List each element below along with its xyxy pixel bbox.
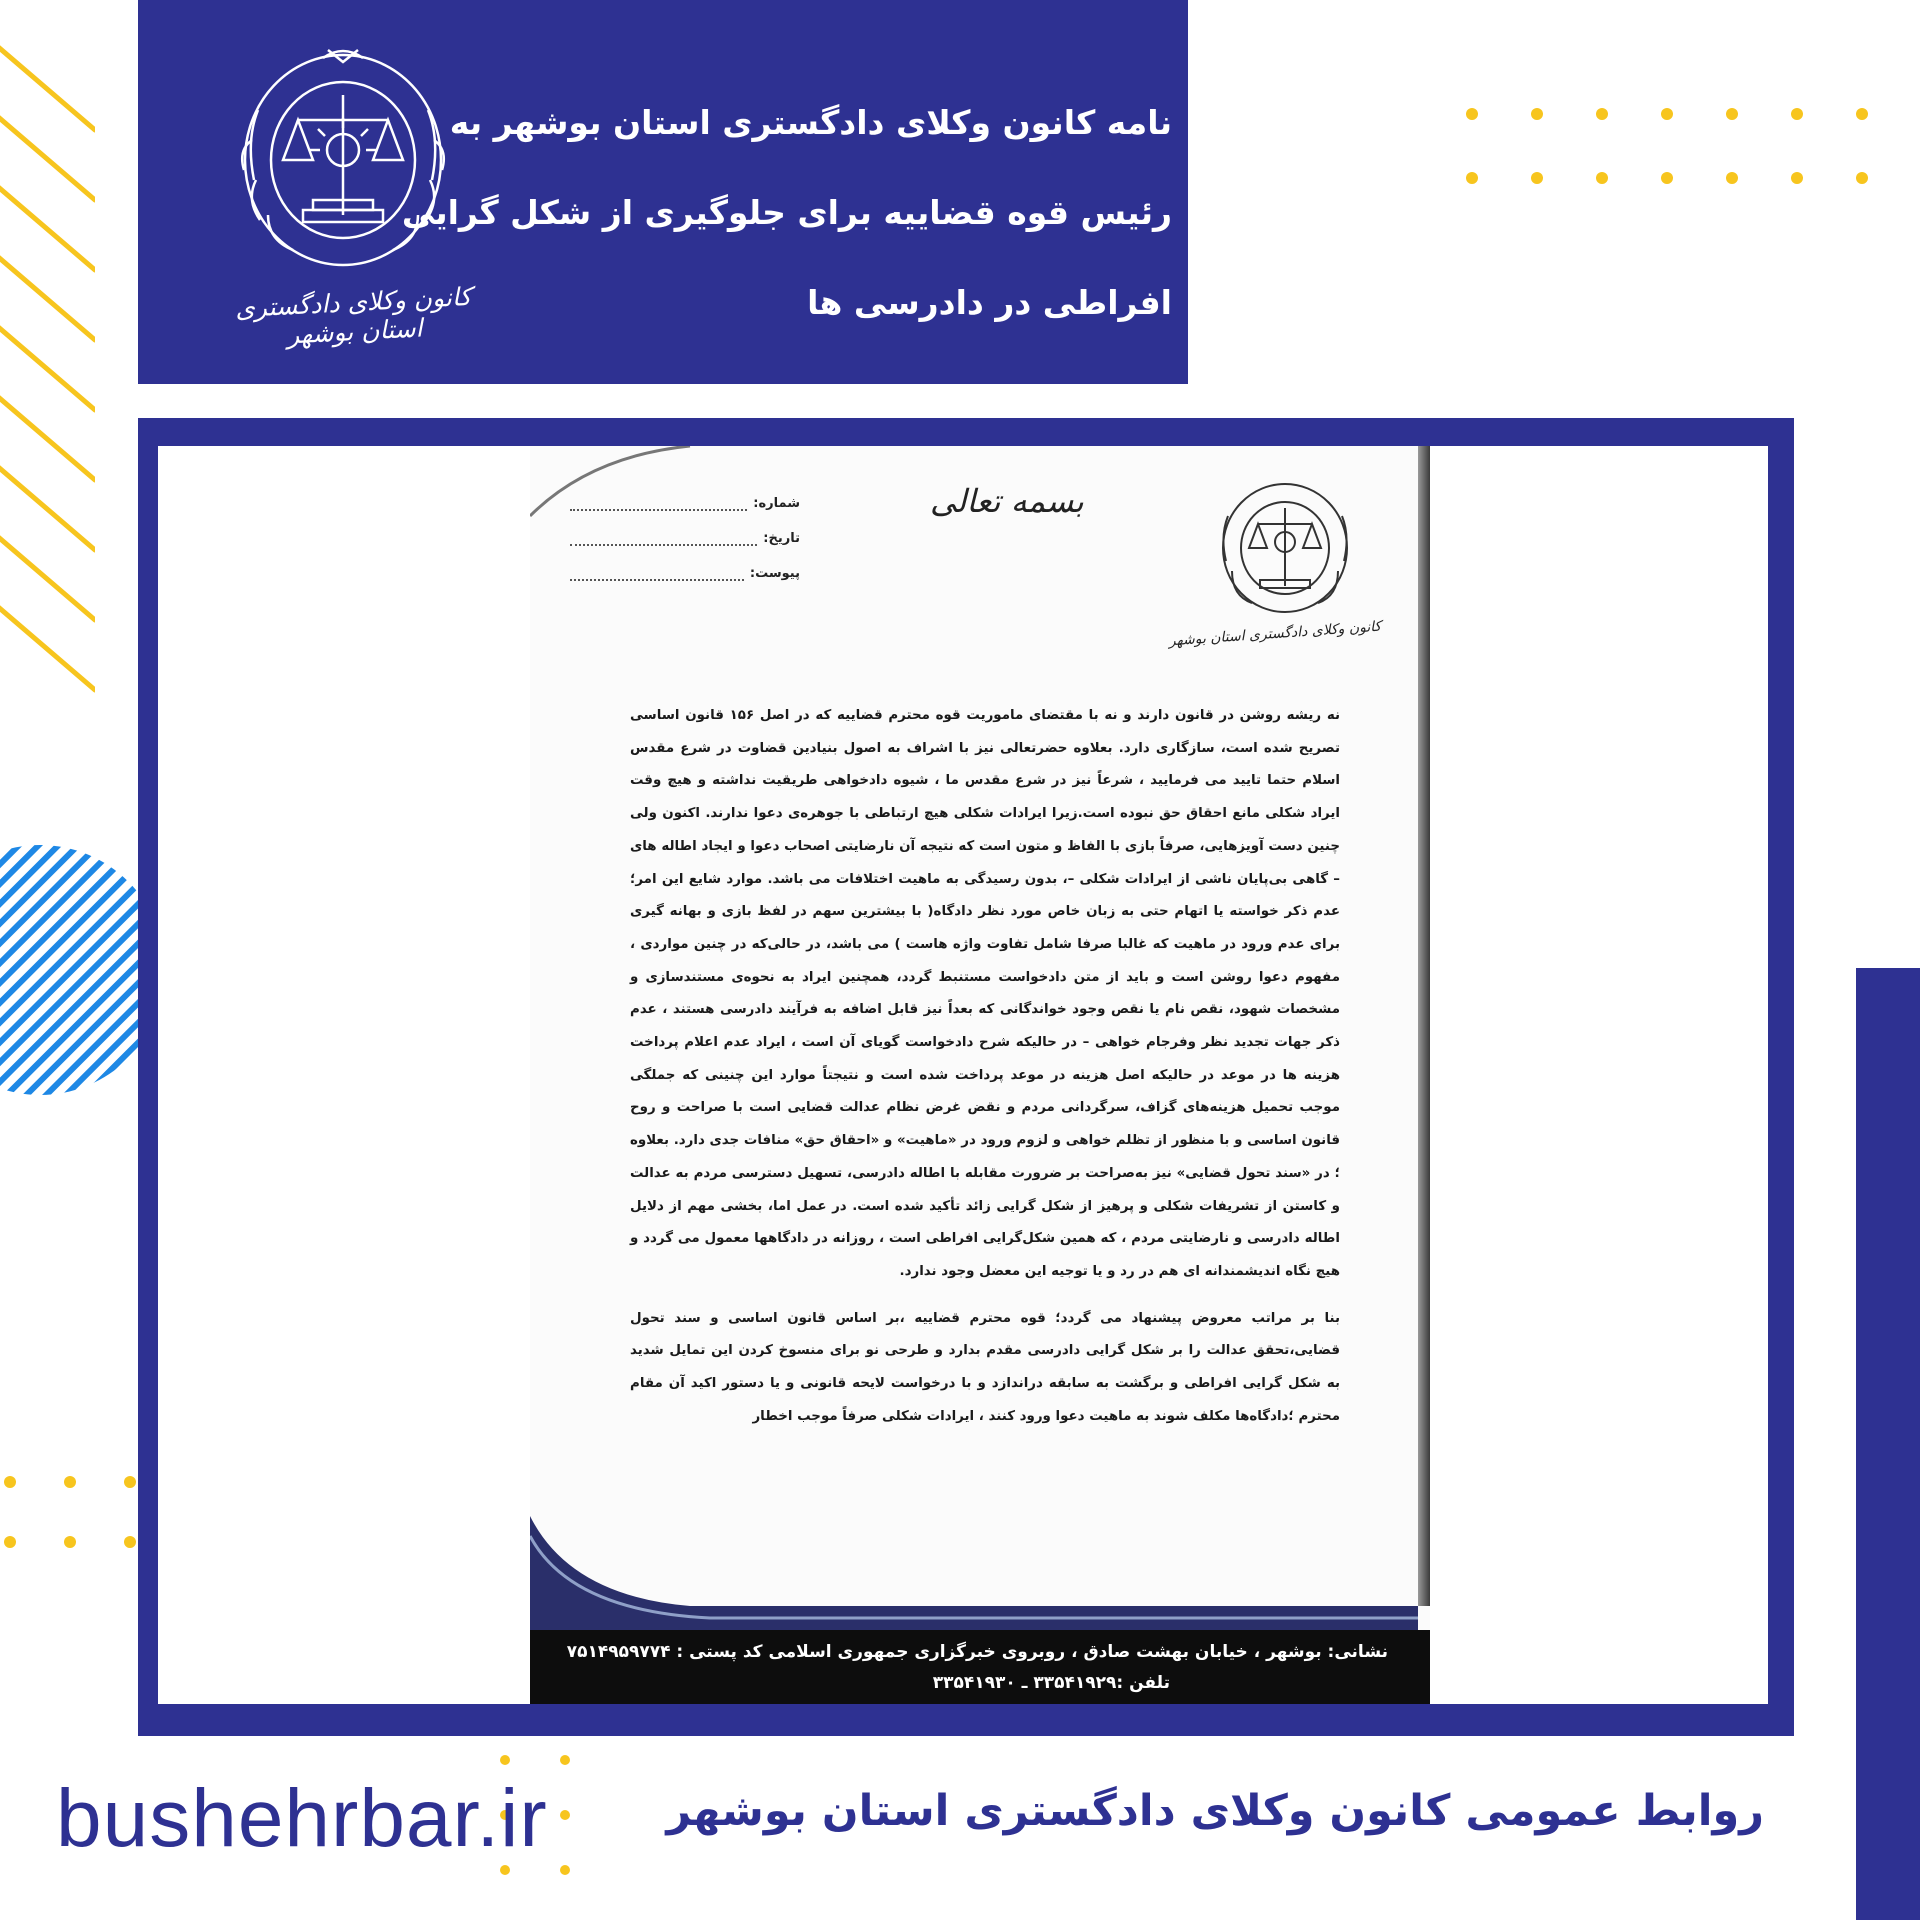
date-field-line bbox=[570, 536, 757, 546]
header-banner bbox=[138, 0, 1188, 384]
footer-phone: تلفن :۳۳۵۴۱۹۲۹ ـ ۳۳۵۴۱۹۳۰ bbox=[932, 1673, 1170, 1693]
attachment-field-line bbox=[570, 571, 744, 581]
public-relations-caption: روابط عمومی کانون وکلای دادگستری استان بوشهر bbox=[666, 1786, 1764, 1836]
headline bbox=[401, 78, 1172, 348]
meta-number-row bbox=[570, 476, 800, 511]
letter-edge-shadow bbox=[1418, 446, 1430, 1606]
letter-frame bbox=[138, 418, 1794, 1736]
headline-line: رئیس قوه قضاییه برای جلوگیری از شکل گرایی bbox=[401, 193, 1172, 232]
number-field-line bbox=[570, 501, 747, 511]
scanned-letter bbox=[530, 446, 1430, 1704]
attachment-label: پیوست: bbox=[749, 566, 800, 581]
number-label: شماره: bbox=[753, 496, 800, 511]
letter-background bbox=[158, 446, 1768, 1704]
letter-body bbox=[630, 700, 1340, 1433]
right-accent-bar bbox=[1856, 968, 1920, 1920]
letter-paragraph: نه ریشه روشن در قانون دارند و نه با مقتضای ماموریت قوه محترم قضاییه که در اصل ۱۵۶ قانون اساسی تصریح شده است، سازگاری دارد. بعلاوه حضرتعالی نیز با اشراف به اصول بنیادین قضاوت در شرع مقدس اسلام حتما تایید می فرمایید ، شرعاً نیز در شرع مقدس ما ، شیوه دادخواهی طریقیت نداشته و هیچ وقت ایراد شکلی مانع احقاق حق نبوده است.زیرا ایرادات شکلی هیچ ارتباطی با جوهره‌ی دعوا ندارند. اکنون ولی چنین دست آویزهایی، صرفاً بازی با الفاظ و متون است که نتیجه آن نارضایتی اصحاب دعوا و ایجاد اطاله های – گاهی بی‌پایان ناشی از ایرادات شکلی –، بدون رسیدگی به ماهیت اختلافات می باشد. موارد شایع این امر؛ عدم ذکر خواسته یا اتهام حتی به زبان خاص مورد نظر دادگاه( با بیشترین سهم در لفظ بازی و بهانه گیری برای عدم ورود در ماهیت که غالبا صرفا شامل تفاوت واژه هاست ) می باشد، در حالی‌که در چنین مواردی ، مفهوم دعوا روشن است و باید از متن دادخواست مستنبط گردد، همچنین ایراد به نحوه‌ی مستندسازی و مشخصات شهود، نقص نام یا نقص وجود خواندگانی که بعداً نیز قابل اضافه به فرآیند دادرسی هستند ، عدم ذکر جهات تجدید نظر وفرجام خواهی – در حالیکه شرح دادخواست گویای آن است ، ایراد عدم اعلام پرداخت هزینه ها در موعد در حالیکه اصل هزینه در موعد پرداخت شده است و نتیجتاً موارد این چنینی که جملگی موجب تحمیل هزینه‌های گزاف، سرگردانی مردم و نقض غرض نظام عدالت قضایی است با صراحت و روح قانون اساسی و با منظور از تظلم خواهی و لزوم ورود در «ماهیت» و «احقاق حق» منافات جدی دارد. بعلاوه ؛ در «سند تحول قضایی» نیز به‌صراحت بر ضرورت مقابله با اطاله دادرسی، تسهیل دسترسی مردم به عدالت و کاستن از تشریفات شکلی و پرهیز از شکل گرایی زائد تأکید شده است. در عمل اما، بخشی مهم از دلایل اطاله دادرسی و نارضایتی مردم ، که همین شکل‌گرایی افراطی است ، روزانه در دادگاهها معمول می گردد و هیچ نگاه اندیشمندانه ای هم در رد و یا توجیه این معضل وجود ندارد. bbox=[630, 708, 1341, 1279]
footer-address: نشانی: بوشهر ، خیابان بهشت صادق ، روبروی خبرگزاری جمهوری اسلامی کد پستی : ۷۵۱۴۹۵۹۷۷۴ bbox=[566, 1642, 1388, 1662]
headline-line: نامه کانون وکلای دادگستری استان بوشهر به bbox=[449, 103, 1172, 142]
logo-caption: کانون وکلای دادگستری استان بوشهر bbox=[234, 281, 473, 350]
dot-grid-decoration bbox=[1460, 100, 1880, 200]
letter-paragraph: بنا بر مراتب معروض پیشنهاد می گردد؛ قوه محترم قضاییه ،بر اساس قانون اساسی و سند تحول قضایی،تحقق عدالت را بر شکل گرایی دادرسی مقدم بدارد و طرحی نو برای منسوخ کردن این تمایل شدید به شکل گرایی افراطی و برگشت به سابقه دراندازد و با درخواست لایحه قانونی و یا دستور اکید آن مقام محترم ؛دادگاه‌ها مکلف شوند به ماهیت دعوا ورود کنند ، ایرادات شکلی صرفاً موجب اخطار bbox=[630, 1310, 1340, 1424]
bar-association-emblem-icon bbox=[228, 40, 458, 280]
date-label: تاریخ: bbox=[763, 531, 800, 546]
meta-date-row bbox=[570, 511, 800, 546]
headline-line: افراطی در دادرسی ها bbox=[807, 283, 1172, 322]
meta-attachment-row bbox=[570, 546, 800, 581]
letter-meta bbox=[570, 476, 800, 581]
yellow-stripes-decoration bbox=[0, 40, 95, 720]
letter-footer bbox=[530, 1630, 1430, 1704]
bismillah-heading: بسمه تعالی bbox=[930, 482, 1084, 520]
website-url: bushehrbar.ir bbox=[56, 1773, 548, 1864]
letter-logo-caption: کانون وکلای دادگستری استان بوشهر bbox=[1168, 618, 1382, 650]
bar-association-emblem-icon bbox=[1210, 476, 1360, 616]
